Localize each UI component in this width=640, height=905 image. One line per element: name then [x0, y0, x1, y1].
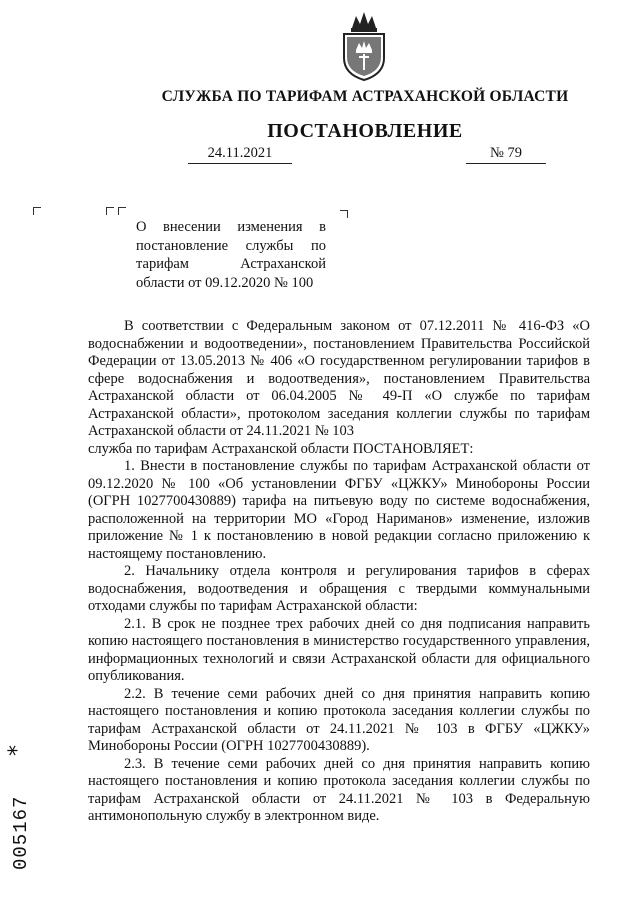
document-number: № 79 [466, 145, 546, 164]
clause-1: 1. Внести в постановление службы по тарифам Астраханской области от 09.12.2020 № 100 «Об установлении ФГБУ «ЦЖКУ» Минобороны России (ОГРН 1027700430889) тарифа на питьевую воду по системе водоснабжения, расположенной на территории МО «Город Нариманов» изменение, изложив приложение № 1 к постановлению в новой редакции согласно приложению к настоящему постановлению. [88, 458, 590, 562]
corner-mark [340, 210, 348, 218]
subject-line: тарифам Астраханской [136, 256, 326, 272]
corner-mark [106, 207, 114, 215]
corner-mark [118, 207, 126, 215]
astrakhan-coat-of-arms-icon [338, 10, 390, 82]
clause-2-1: 2.1. В срок не позднее трех рабочих дней со дня подписания направить копию настоящего постановления в министерство государственного управления, информационных технологий и связи Астраханской области для официального опубликования. [88, 615, 590, 684]
document-subject [136, 218, 326, 292]
side-serial [5, 700, 40, 880]
clause-2-3: 2.3. В течение семи рабочих дней со дня принятия направить копию настоящего постановления и копию протокола заседания коллегии службы по тарифам Астраханской области от 24.11.2021 № 103 в Федеральную антимонопольную службу в электронном виде. [88, 755, 590, 824]
resolves-line: служба по тарифам Астраханской области ПОСТАНОВЛЯЕТ: [88, 440, 474, 457]
subject-line: постановление службы по [136, 237, 326, 254]
subject-line: О внесении изменения в [136, 219, 326, 235]
preamble-paragraph: В соответствии с Федеральным законом от 07.12.2011 № 416-ФЗ «О водоснабжении и водоотведении», постановлением Правительства Российской Федерации от 13.05.2013 № 406 «О государственном регулировании тарифов в сфере водоснабжения и водоотведения», постановлением Правительства Астраханской области от 06.04.2005 № 49-П «О службе по тарифам Астраханской области», протоколом заседания коллегии службы по тарифам Астраханской области от 24.11.2021 № 103 [88, 318, 590, 439]
clause-2: 2. Начальнику отдела контроля и регулирования тарифов в сферах водоснабжения, водоотведения и обращения с твердыми коммунальными отходами службы по тарифам Астраханской области: [88, 563, 590, 614]
document-date: 24.11.2021 [188, 145, 292, 164]
document-body [88, 318, 590, 826]
serial-number: 005167 [10, 795, 32, 870]
agency-name: СЛУЖБА ПО ТАРИФАМ АСТРАХАНСКОЙ ОБЛАСТИ [161, 88, 569, 105]
corner-mark [33, 207, 41, 215]
clause-2-2: 2.2. В течение семи рабочих дней со дня принятия направить копию настоящего постановления и копию протокола заседания коллегии службы по тарифам Астраханской области от 24.11.2021 № 103 в ФГБУ «ЦЖКУ» Минобороны России (ОГРН 1027700430889). [88, 685, 590, 754]
subject-line: области от 09.12.2020 № 100 [136, 274, 314, 291]
serial-star: * [5, 745, 30, 756]
document-type: ПОСТАНОВЛЕНИЕ [267, 120, 463, 142]
